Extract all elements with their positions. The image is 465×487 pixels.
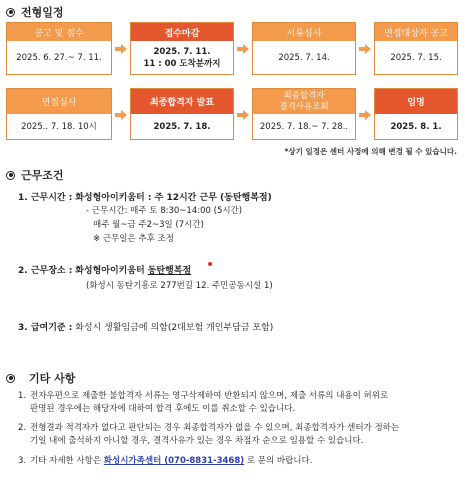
step-head: 면접대상자 공고 [375,23,457,41]
step-date: 2025. 6. 27.~ 7. 11. [16,52,102,63]
work-hours-detail-3: ※ 근무일은 추후 조정 [93,234,174,244]
step-interview-notice [374,22,458,75]
other-item-3 [18,455,456,468]
item-text-line1: 전형결과 적격자가 없다고 판단되는 경우 최종합격자가 없을 수 있으며, 최종합격자가 센터가 정하는 [30,423,400,433]
item-text-line2: 판명된 경우에는 해당자에 대하여 합격 후에도 이를 취소할 수 있습니다. [30,404,296,414]
section-bullet-icon [6,171,15,180]
arrow-right-icon [237,44,249,54]
salary-label: 3. 급여기준 : [18,323,73,333]
step-disqualification-check [252,88,356,140]
step-announcement [6,22,112,75]
work-hours-label: 1. 근무시간 : [18,193,73,203]
other-item-1 [18,390,456,416]
step-head: 면접심사 [7,89,111,114]
conditions-title: 근무조건 [21,169,64,182]
arrow-right-icon [115,110,127,120]
step-head: 임명 [375,89,457,114]
step-final-announcement [130,88,234,140]
item-number: 2. [18,423,27,433]
others-section-header [6,370,75,386]
arrow-right-icon [359,44,371,54]
step-date: 2025.. 7. 18. 10시 [21,121,97,132]
work-place-value: 화성형아이키움터 [75,266,145,276]
section-bullet-icon [6,374,15,383]
item-number: 1. [18,391,27,401]
step-head: 공고 및 접수 [7,23,111,41]
step-head-line2: 결격사유조회 [279,101,329,112]
others-title: 기타 사항 [29,372,76,385]
salary-row [18,321,273,335]
step-date: 2025. 8. 1. [390,121,442,132]
work-hours-detail-1: - 근무시간: 매주 토 8:30~14:00 (5시간) [86,206,243,216]
arrow-right-icon [115,44,127,54]
step-document-review [252,22,356,75]
step-interview [6,88,112,140]
work-place-row [18,264,191,278]
step-date-line2: 11 : 00 도착분까지 [143,58,221,69]
step-head-line1: 최종합격자 [283,90,325,101]
arrow-right-icon [359,110,371,120]
work-place-label: 2. 근무장소 : [18,266,73,276]
item-text-line2: 기일 내에 출석하지 아니할 경우, 결격사유가 있는 경우 차점자 순으로 임용할 수 있습니다. [30,436,364,446]
other-item-2 [18,422,456,448]
step-head: 접수마감 [131,23,233,41]
item-text-post: 로 문의 바랍니다. [246,456,313,466]
step-head: 최종합격자 발표 [131,89,233,114]
schedule-section-header [6,4,64,20]
arrow-right-icon [237,110,249,120]
work-hours-value: 화성형아이키움터 : 주 12시간 근무 (동탄행복점) [75,193,272,203]
step-deadline [130,22,234,75]
schedule-note: *상기 일정은 센터 사정에 의해 변경 될 수 있습니다. [284,147,457,156]
step-head [253,89,355,114]
step-date: 2025. 7. 14. [278,52,330,63]
section-bullet-icon [6,8,15,17]
item-text-pre: 기타 자세한 사항은 [30,456,102,466]
family-center-contact-link[interactable]: 화성시가족센터 (070-8831-3468) [103,456,245,466]
step-date [131,41,233,74]
item-text-line1: 전자우편으로 제출한 불합격자 서류는 영구삭제하여 반환되지 않으며, 제출 서류의 내용이 허위로 [30,391,389,401]
work-hours-detail-2: 매주 월~금 주2~3일 (7시간) [93,220,204,230]
step-appointment [374,88,458,140]
step-date: 2025. 7. 15. [390,52,442,63]
work-place-address: (화성시 동탄기흥로 277번길 12. 주민공동시설 1) [86,281,273,291]
conditions-section-header [6,167,64,183]
step-head: 서류심사 [253,23,355,41]
work-place-branch: 동탄행복점 [147,266,192,276]
step-date: 2025. 7. 18. [153,121,211,132]
item-number: 3. [18,456,27,466]
step-date-line1: 2025. 7. 11. [153,46,211,57]
salary-value: 화성시 생활임금에 의함(2대보험 개인부담금 포함) [75,323,274,333]
work-hours-row [18,191,272,205]
red-marker-icon [208,262,212,266]
schedule-title: 전형일정 [21,6,64,19]
step-date: 2025. 7. 18.~ 7. 28.. [259,121,349,132]
